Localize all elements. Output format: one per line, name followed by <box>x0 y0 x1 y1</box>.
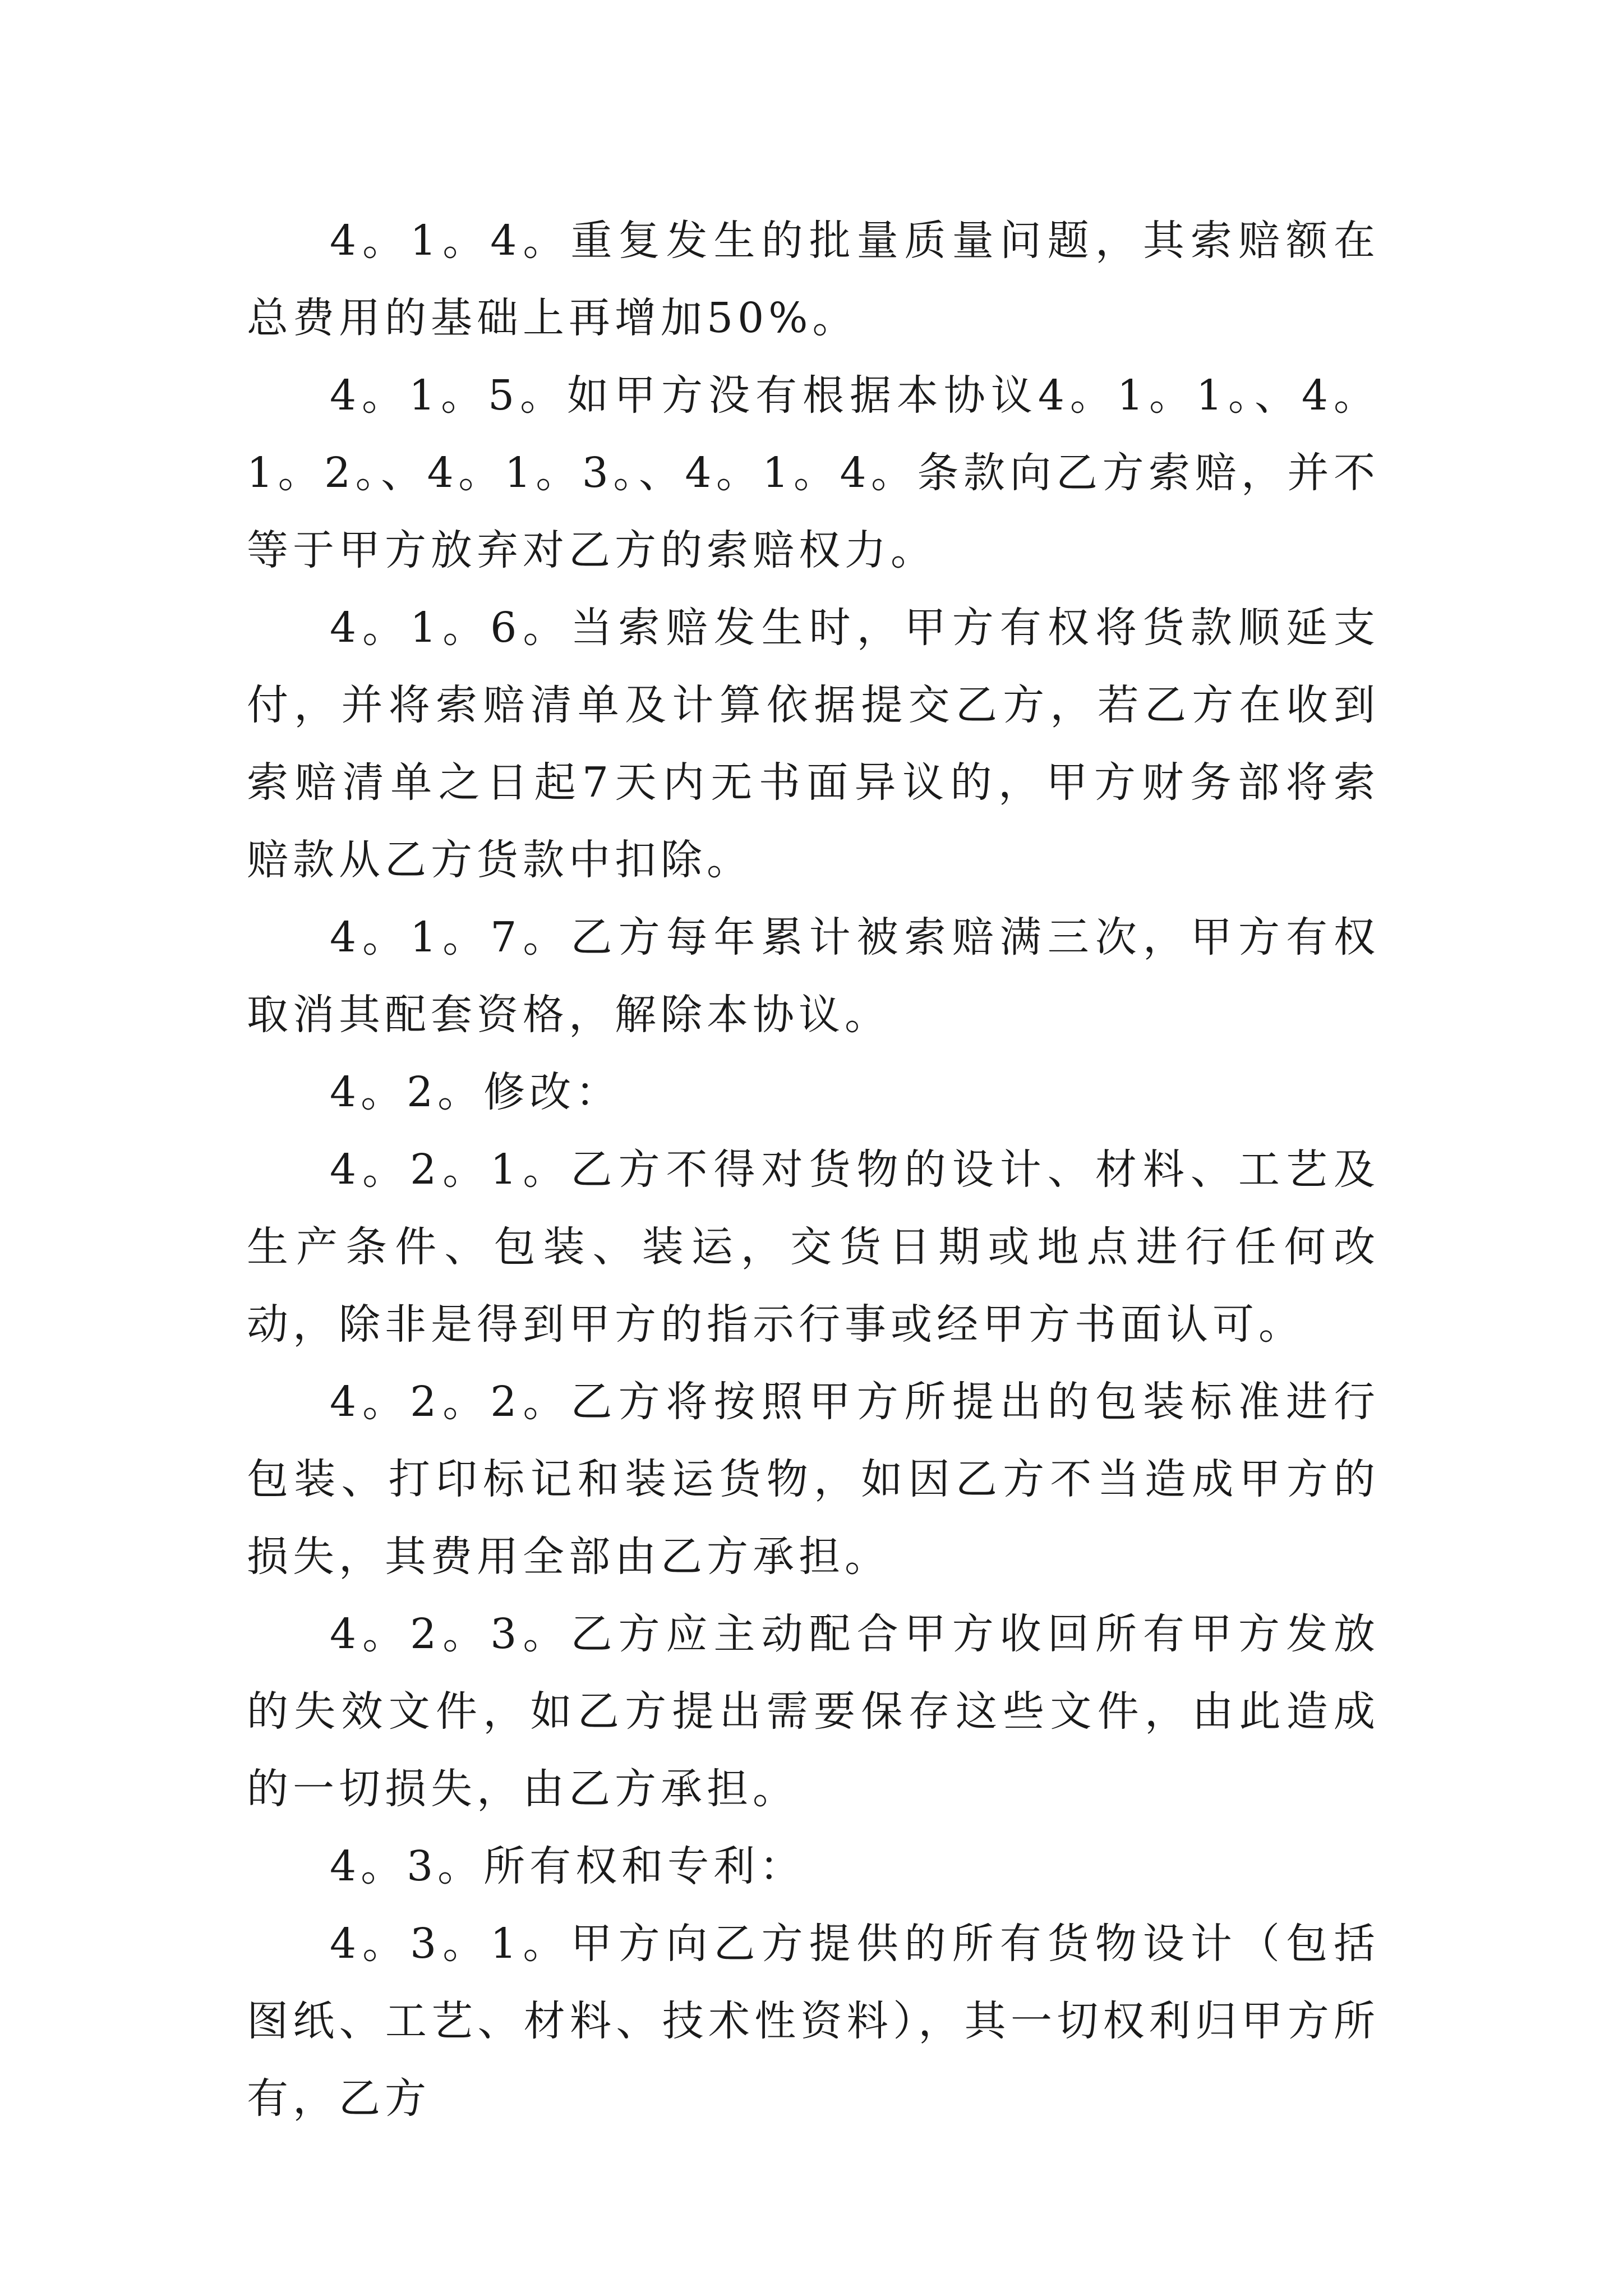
paragraph-4-2-3: 4。2。3。乙方应主动配合甲方收回所有甲方发放的失效文件，如乙方提出需要保存这些文件，由此造成的一切损失，由乙方承担。 <box>247 1610 1380 1813</box>
document-body <box>247 202 1380 2137</box>
section-heading-4-2: 4。2。修改： <box>330 1068 622 1116</box>
paragraph-4-2-2: 4。2。2。乙方将按照甲方所提出的包装标准进行包装、打印标记和装运货物，如因乙方不当造成甲方的损失，其费用全部由乙方承担。 <box>247 1378 1380 1581</box>
paragraph-4-1-4: 4。1。4。重复发生的批量质量问题，其索赔额在总费用的基础上再增加50%。 <box>247 217 1380 342</box>
paragraph-4-1-7: 4。1。7。乙方每年累计被索赔满三次，甲方有权取消其配套资格，解除本协议。 <box>247 913 1380 1039</box>
section-heading-4-3: 4。3。所有权和专利： <box>330 1842 806 1890</box>
paragraph-4-1-5: 4。1。5。如甲方没有根据本协议4。1。1。、4。1。2。、4。1。3。、4。1。4。条款向乙方索赔，并不等于甲方放弃对乙方的索赔权力。 <box>247 371 1380 574</box>
paragraph-4-3-1: 4。3。1。甲方向乙方提供的所有货物设计（包括图纸、工艺、材料、技术性资料），其一切权利归甲方所有，乙方 <box>247 1920 1380 2123</box>
paragraph-4-1-6: 4。1。6。当索赔发生时，甲方有权将货款顺延支付，并将索赔清单及计算依据提交乙方，若乙方在收到索赔清单之日起7天内无书面异议的，甲方财务部将索赔款从乙方货款中扣除。 <box>247 604 1380 884</box>
paragraph-4-2-1: 4。2。1。乙方不得对货物的设计、材料、工艺及生产条件、包装、装运，交货日期或地点进行任何改动，除非是得到甲方的指示行事或经甲方书面认可。 <box>247 1145 1380 1349</box>
